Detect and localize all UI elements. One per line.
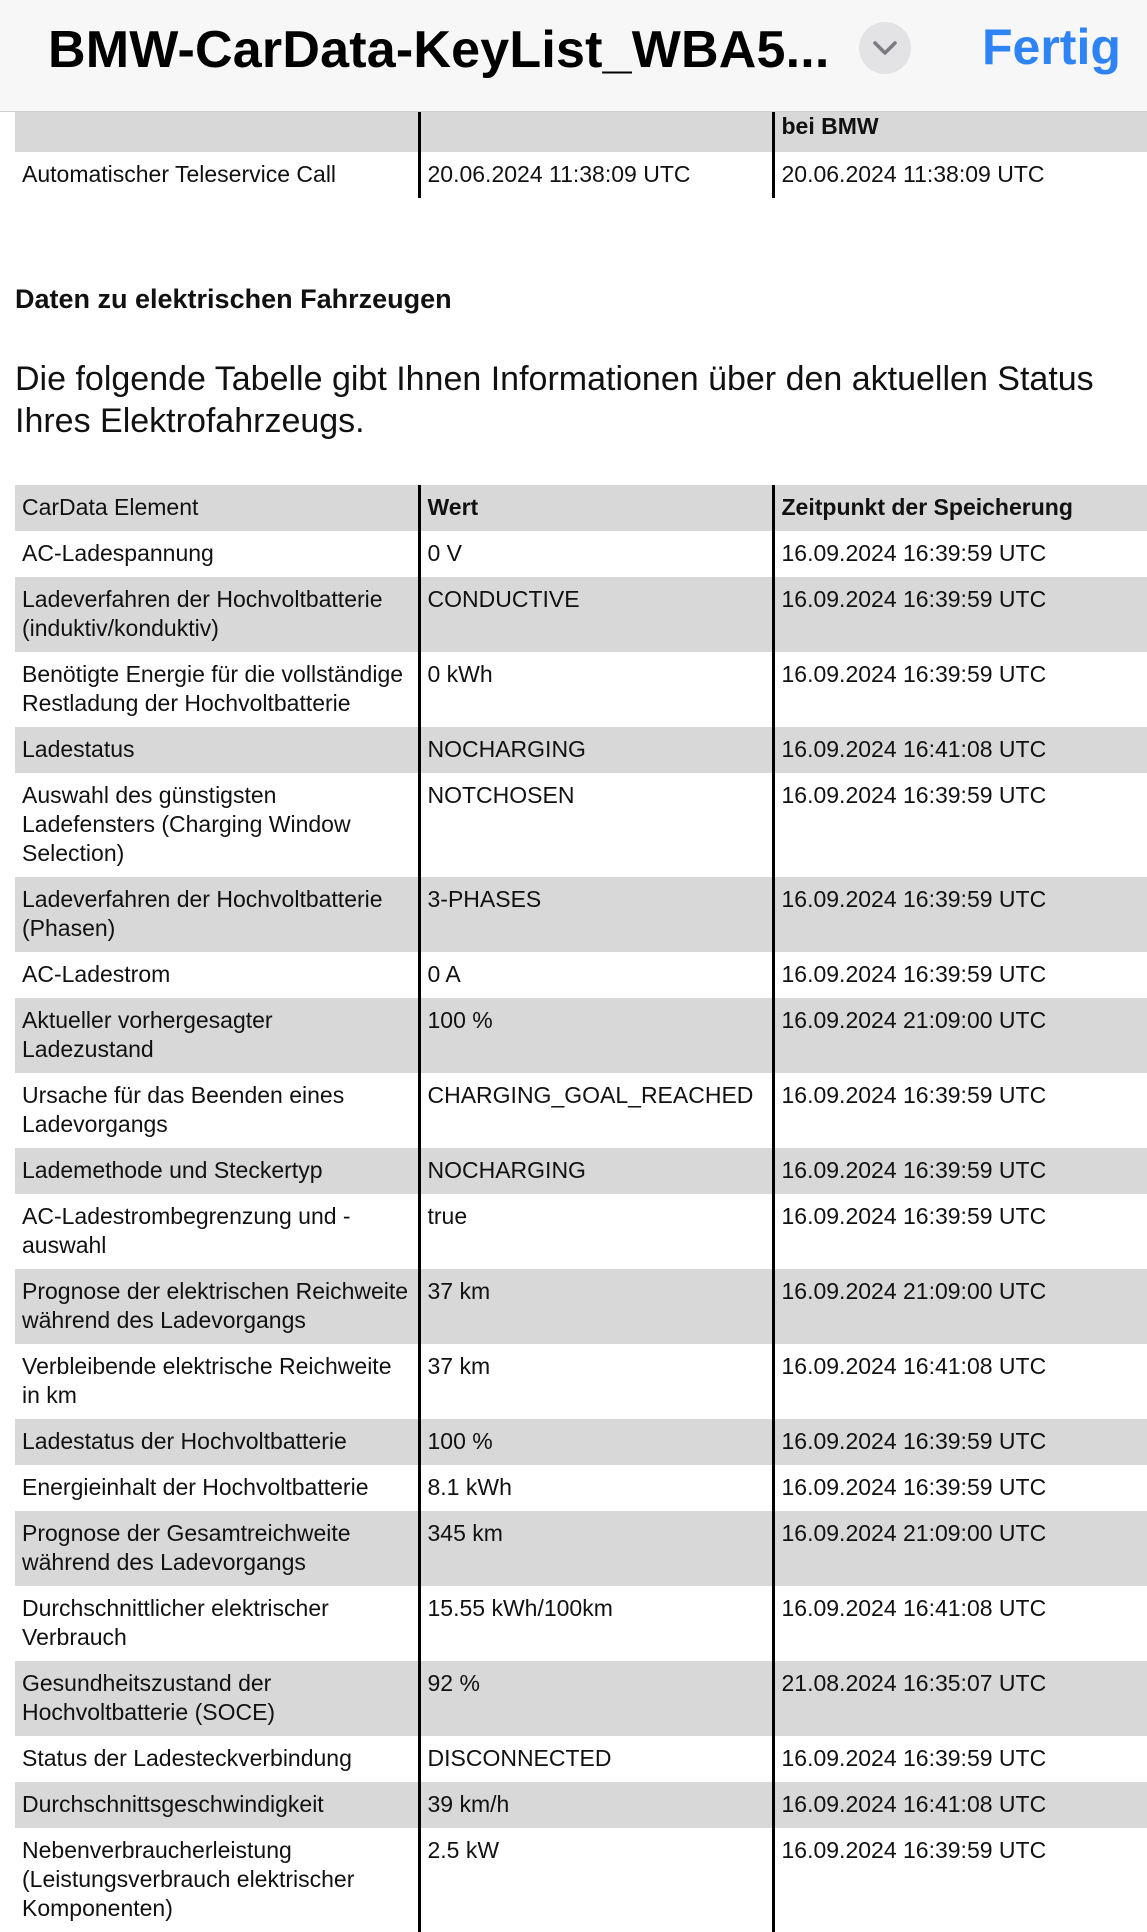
- cell-element: Status der Ladesteckverbindung: [22, 1745, 352, 1771]
- cell-value: 3-PHASES: [419, 877, 773, 952]
- cell-element: Ladestatus: [15, 727, 419, 773]
- table-row: [15, 998, 1147, 1073]
- cell-value: 2.5 kW: [419, 1828, 773, 1932]
- cell-time: 16.09.2024 21:09:00 UTC: [773, 998, 1147, 1073]
- table-row: [15, 1828, 1147, 1932]
- cell-time: 20.06.2024 11:38:09 UTC: [773, 152, 1147, 198]
- table-row: [15, 952, 1147, 998]
- cell-value: NOCHARGING: [419, 1148, 773, 1194]
- table-header-row: [15, 485, 1147, 531]
- cell-value: NOCHARGING: [419, 727, 773, 773]
- cell-time: 16.09.2024 16:41:08 UTC: [773, 727, 1147, 773]
- cell-value: 345 km: [419, 1511, 773, 1586]
- cell-element: Durchschnittlicher elektrischer Verbrauch: [22, 1595, 329, 1650]
- cell-value: CHARGING_GOAL_REACHED: [419, 1073, 773, 1148]
- table-row: [15, 1194, 1147, 1269]
- expand-title-button[interactable]: [859, 22, 911, 74]
- cell-value: 0 kWh: [419, 652, 773, 727]
- cell-element: Verbleibende elektrische Reichweite in km: [22, 1353, 392, 1408]
- table-row: [15, 152, 1147, 198]
- cell-element: Prognose der elektrischen Reichweite während des Ladevorgangs: [15, 1269, 419, 1344]
- cell-element: AC-Ladestrombegrenzung und -auswahl: [22, 1203, 351, 1258]
- cell-element: Energieinhalt der Hochvoltbatterie: [22, 1474, 369, 1500]
- cell-time: 16.09.2024 16:39:59 UTC: [773, 1828, 1147, 1932]
- cell-element: Gesundheitszustand der Hochvoltbatterie (SOCE): [15, 1661, 419, 1736]
- table-row: [15, 1736, 1147, 1782]
- teleservice-table: [15, 112, 1147, 198]
- table-row: [15, 1419, 1147, 1465]
- cell-value: 100 %: [419, 998, 773, 1073]
- header-cell-value: Wert: [419, 485, 773, 531]
- cell-time: 21.08.2024 16:35:07 UTC: [773, 1661, 1147, 1736]
- table-row: [15, 727, 1147, 773]
- header-cell-partial: bei BMW: [773, 112, 1147, 152]
- table-header-row-partial: [15, 112, 1147, 152]
- cell-value: 0 A: [419, 952, 773, 998]
- cell-value: 0 V: [419, 531, 773, 577]
- table-row: [15, 1073, 1147, 1148]
- cell-value: 37 km: [419, 1344, 773, 1419]
- document-title: BMW-CarData-KeyList_WBA5...: [48, 21, 830, 79]
- cell-element: Aktueller vorhergesagter Ladezustand: [15, 998, 419, 1073]
- cell-time: 16.09.2024 21:09:00 UTC: [773, 1269, 1147, 1344]
- cell-element: Automatischer Teleservice Call: [22, 161, 337, 187]
- cell-time: 16.09.2024 16:39:59 UTC: [773, 1148, 1147, 1194]
- table-row: [15, 1661, 1147, 1736]
- cell-element: Lademethode und Steckertyp: [15, 1148, 419, 1194]
- done-button[interactable]: Fertig: [982, 19, 1121, 75]
- cell-time: 16.09.2024 16:39:59 UTC: [773, 773, 1147, 877]
- table-row: [15, 1344, 1147, 1419]
- table-row: [15, 1465, 1147, 1511]
- cell-element: Ladeverfahren der Hochvoltbatterie (Phasen): [15, 877, 419, 952]
- cell-element: Ladeverfahren der Hochvoltbatterie (induktiv/konduktiv): [15, 577, 419, 652]
- cell-element: Durchschnittsgeschwindigkeit: [15, 1782, 419, 1828]
- section-title: Daten zu elektrischen Fahrzeugen: [15, 284, 452, 314]
- table-row: [15, 877, 1147, 952]
- cell-time: 16.09.2024 16:39:59 UTC: [773, 1465, 1147, 1511]
- table-row: [15, 1511, 1147, 1586]
- cell-value: 8.1 kWh: [419, 1465, 773, 1511]
- cell-time: 16.09.2024 16:39:59 UTC: [773, 1736, 1147, 1782]
- cell-time: 16.09.2024 21:09:00 UTC: [773, 1511, 1147, 1586]
- cell-value: NOTCHOSEN: [419, 773, 773, 877]
- cell-element: Benötigte Energie für die vollständige Restladung der Hochvoltbatterie: [22, 661, 404, 716]
- cell-time: 16.09.2024 16:41:08 UTC: [773, 1782, 1147, 1828]
- cell-time: 16.09.2024 16:41:08 UTC: [773, 1344, 1147, 1419]
- cell-time: 16.09.2024 16:39:59 UTC: [773, 652, 1147, 727]
- cell-value: CONDUCTIVE: [419, 577, 773, 652]
- table-row: [15, 652, 1147, 727]
- header-cell-element: CarData Element: [15, 485, 419, 531]
- header-cell-time: Zeitpunkt der Speicherung: [773, 485, 1147, 531]
- cell-element: Ladestatus der Hochvoltbatterie: [15, 1419, 419, 1465]
- cell-value: 15.55 kWh/100km: [419, 1586, 773, 1661]
- cell-element: Prognose der Gesamtreichweite während des Ladevorgangs: [15, 1511, 419, 1586]
- table-row: [15, 577, 1147, 652]
- cell-value: DISCONNECTED: [419, 1736, 773, 1782]
- cell-element: Ursache für das Beenden eines Ladevorgangs: [22, 1082, 345, 1137]
- cell-time: 16.09.2024 16:39:59 UTC: [773, 1419, 1147, 1465]
- section-description: Die folgende Tabelle gibt Ihnen Informationen über den aktuellen Status Ihres Elektrofahrzeugs.: [15, 360, 1094, 440]
- cell-time: 16.09.2024 16:41:08 UTC: [773, 1586, 1147, 1661]
- cell-time: 16.09.2024 16:39:59 UTC: [773, 531, 1147, 577]
- cell-value: 37 km: [419, 1269, 773, 1344]
- cell-time: 16.09.2024 16:39:59 UTC: [773, 1073, 1147, 1148]
- cell-value: 39 km/h: [419, 1782, 773, 1828]
- cell-element: AC-Ladespannung: [22, 540, 214, 566]
- cell-time: 16.09.2024 16:39:59 UTC: [773, 1194, 1147, 1269]
- cell-time: 16.09.2024 16:39:59 UTC: [773, 877, 1147, 952]
- cell-element: Auswahl des günstigsten Ladefensters (Charging Window Selection): [22, 782, 351, 866]
- cell-value: 92 %: [419, 1661, 773, 1736]
- table-row: [15, 1586, 1147, 1661]
- chevron-down-icon: [872, 40, 898, 56]
- document-header-bar: [0, 0, 1147, 112]
- cell-element: AC-Ladestrom: [22, 961, 171, 987]
- table-row: [15, 531, 1147, 577]
- table-row: [15, 773, 1147, 877]
- table-row: [15, 1148, 1147, 1194]
- cell-time: 16.09.2024 16:39:59 UTC: [773, 577, 1147, 652]
- cell-value: 100 %: [419, 1419, 773, 1465]
- ev-data-table: [15, 485, 1147, 1932]
- table-row: [15, 1782, 1147, 1828]
- cell-value: true: [419, 1194, 773, 1269]
- cell-time: 16.09.2024 16:39:59 UTC: [773, 952, 1147, 998]
- cell-element: Nebenverbraucherleistung (Leistungsverbrauch elektrischer Komponenten): [22, 1837, 355, 1921]
- cell-value: 20.06.2024 11:38:09 UTC: [419, 152, 773, 198]
- table-row: [15, 1269, 1147, 1344]
